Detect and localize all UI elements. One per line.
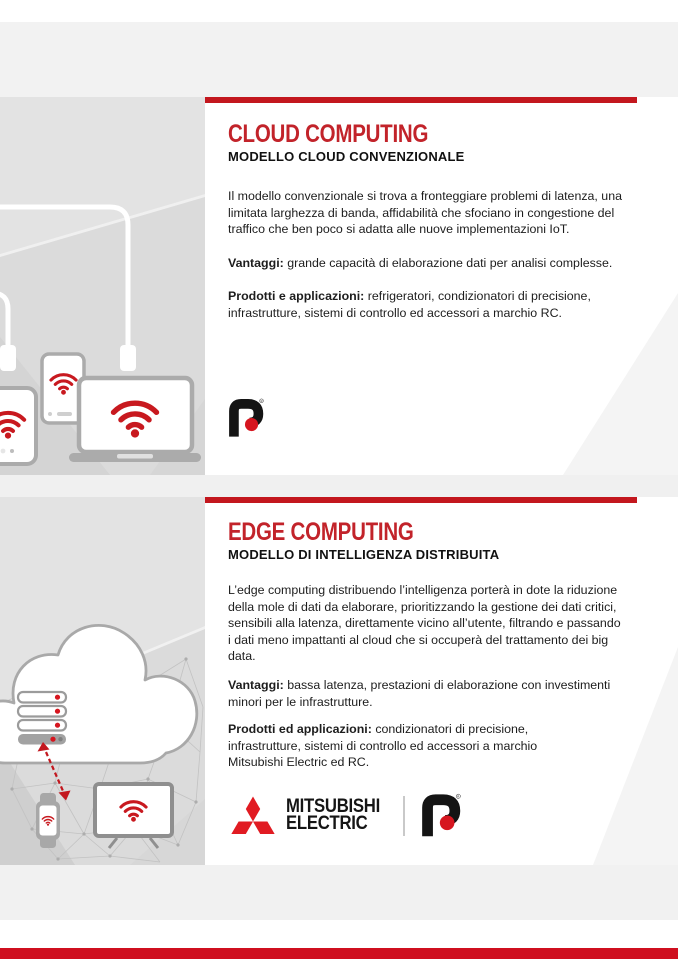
rc-logo	[421, 793, 461, 838]
panel1-intro-paragraph: Il modello convenzionale si trova a fronteggiare problemi di latenza, una limitata larghezza di banda, affidabilità che sfociano in congestione del traffico che ben poco si adatta alle nuove implementazioni IoT.	[228, 189, 622, 236]
panel1-vantaggi: Vantaggi: grande capacità di elaborazione dati per analisi complesse.	[228, 256, 613, 270]
bottom-white-strip	[0, 920, 678, 948]
panel2-subtitle: MODELLO DI INTELLIGENZA DISTRIBUITA	[228, 547, 500, 562]
svg-text:R: R	[457, 794, 460, 799]
middle-gray-band	[0, 475, 678, 497]
top-white-strip	[0, 0, 678, 22]
bottom-gray-band	[0, 865, 678, 920]
cloud-computing-illustration	[0, 97, 205, 475]
tablet-icon	[0, 388, 36, 464]
mitsubishi-three-diamond-logo	[228, 795, 278, 836]
panel2-prodotti: Prodotti ed applicazioni: condizionatori di precisione, infrastrutture, sistemi di controllo ed accessori a marchio Mitsubishi Electric ed RC.	[228, 722, 538, 769]
footer-red-bar	[0, 948, 678, 959]
laptop-icon	[69, 378, 201, 462]
edge-computing-panel	[205, 503, 678, 865]
panel1-title: CLOUD COMPUTING	[228, 120, 429, 148]
logo-divider	[403, 796, 405, 836]
panel2-title: EDGE COMPUTING	[228, 518, 414, 546]
cable-plug-icon	[120, 345, 136, 371]
svg-text:R: R	[260, 399, 263, 403]
top-gray-band	[0, 22, 678, 97]
logo-lockup	[228, 793, 461, 838]
panel1-prodotti: Prodotti e applicazioni: refrigeratori, condizionatori di precisione, infrastrutture, sistemi di controllo ed accessori a marchio RC.	[228, 289, 591, 320]
panel2-vantaggi: Vantaggi: bassa latenza, prestazioni di elaborazione con investimenti minori per le infrastrutture.	[228, 678, 611, 709]
mitsubishi-electric-wordmark: MITSUBISHI ELECTRIC	[286, 796, 380, 834]
panel2-intro-paragraph: L’edge computing distribuendo l’intelligenza porterà in dote la riduzione della mole di dati da elaborare, prioritizzando la gestione dei dati critici, sensibili alla latenza, direttamente vicino all’utente, filtrando e passando i dati meno impattanti al cloud che si occuperà del trattamento dei big data.	[228, 583, 621, 663]
edge-computing-illustration	[0, 497, 205, 865]
panel1-subtitle: MODELLO CLOUD CONVENZIONALE	[228, 149, 465, 164]
cable-plug-icon	[0, 345, 16, 371]
cloud-computing-panel	[205, 103, 678, 475]
rc-logo	[228, 398, 264, 438]
